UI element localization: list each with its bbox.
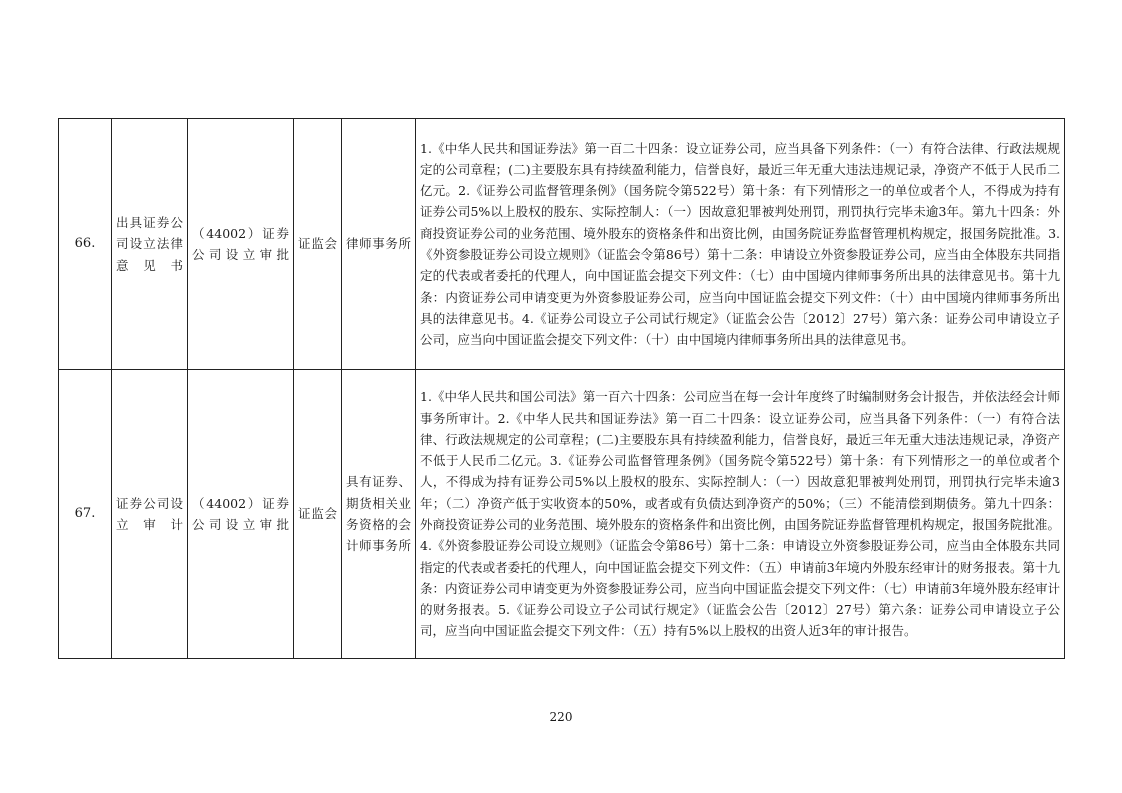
legal-basis: 1.《中华人民共和国公司法》第一百六十四条：公司应当在每一会计年度终了时编制财务会计报告，并依法经会计师事务所审计。2.《中华人民共和国证券法》第一百二十四条：设立证券公司，应当具备下列条件：（一）有符合法律、行政法规规定的公司章程；(二)主要股东具有持续盈利能力，信誉良好，最近三年无重大违法违规记录，净资产不低于人民币二亿元。3.《证券公司监督管理条例》（国务院令第522号）第十条：有下列情形之一的单位或者个人，不得成为持有证券公司5%以上股权的股东、实际控制人：（一）因故意犯罪被判处刑罚，刑罚执行完毕未逾3年；（二）净资产低于实收资本的50%，或者或有负债达到净资产的50%；（三）不能清偿到期债务。第九十四条：外商投资证券公司的业务范围、境外股东的资格条件和出资比例，由国务院证券监督管理机构规定，报国务院批准。4.《外资参股证券公司设立规则》（证监会令第86号）第十二条：申请设立外资参股证券公司，应当由全体股东共同指定的代表或者委托的代理人，向中国证监会提交下列文件：（五）申请前3年境内外股东经审计的财务报表。第十九条：内资证券公司申请变更为外资参股证券公司，应当向中国证监会提交下列文件：（七）申请前3年境外股东经审计的财务报表。5.《证券公司设立子公司试行规定》（证监会公告〔2012〕27号）第六条：证券公司申请设立子公司，应当向中国证监会提交下列文件：（五）持有5%以上股权的出资人近3年的审计报告。 [416,370,1065,659]
approval-item: （44002）证券公司设立审批 [188,370,294,659]
service-provider: 具有证券、期货相关业务资格的会计师事务所 [342,370,416,659]
regulation-table [58,118,1065,659]
service-provider: 律师事务所 [342,119,416,370]
department: 证监会 [294,370,342,659]
table-row [59,370,1065,659]
service-item: 证券公司设立审计 [112,370,188,659]
department: 证监会 [294,119,342,370]
table-row [59,119,1065,370]
page-number: 220 [549,710,573,724]
row-number: 67. [59,370,112,659]
row-number: 66. [59,119,112,370]
service-item: 出具证券公司设立法律意见书 [112,119,188,370]
legal-basis: 1.《中华人民共和国证券法》第一百二十四条：设立证券公司，应当具备下列条件：（一）有符合法律、行政法规规定的公司章程；(二)主要股东具有持续盈利能力，信誉良好，最近三年无重大违法违规记录，净资产不低于人民币二亿元。2.《证券公司监督管理条例》（国务院令第522号）第十条：有下列情形之一的单位或者个人，不得成为持有证券公司5%以上股权的股东、实际控制人：（一）因故意犯罪被判处刑罚，刑罚执行完毕未逾3年。第九十四条：外商投资证券公司的业务范围、境外股东的资格条件和出资比例，由国务院证券监督管理机构规定，报国务院批准。3.《外资参股证券公司设立规则》（证监会令第86号）第十二条：申请设立外资参股证券公司，应当由全体股东共同指定的代表或者委托的代理人，向中国证监会提交下列文件：（七）由中国境内律师事务所出具的法律意见书。第十九条：内资证券公司申请变更为外资参股证券公司，应当向中国证监会提交下列文件：（十）由中国境内律师事务所出具的法律意见书。4.《证券公司设立子公司试行规定》（证监会公告〔2012〕27号）第六条：证券公司申请设立子公司，应当向中国证监会提交下列文件：（十）由中国境内律师事务所出具的法律意见书。 [416,119,1065,370]
approval-item: （44002）证券公司设立审批 [188,119,294,370]
